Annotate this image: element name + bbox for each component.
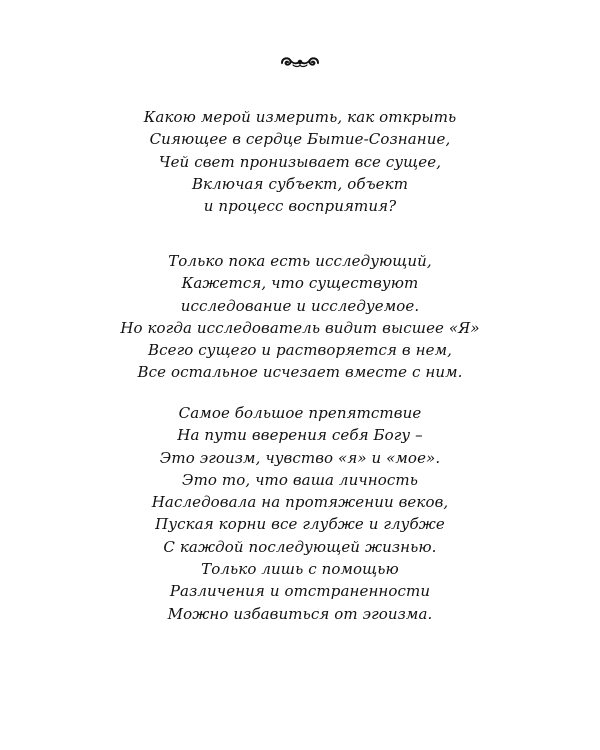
poem-line: Все остальное исчезает вместе с ним.	[137, 363, 463, 382]
poem-line: Можно избавиться от эгоизма.	[167, 604, 433, 623]
poem-line: Наследовала на протяжении веков,	[151, 493, 449, 512]
poem-line: Различения и отстраненности	[169, 582, 431, 601]
poem-line: Только пока есть исследующий,	[168, 252, 432, 270]
stanza-3	[0, 402, 600, 625]
decorative-fleuron-icon	[279, 54, 321, 70]
stanza-1	[0, 106, 600, 217]
poem-line: исследование и исследуемое.	[180, 296, 420, 315]
poem-line: Какою мерой измерить, как открыть	[143, 108, 457, 126]
poem-line: Всего сущего и растворяется в нем,	[147, 341, 452, 360]
poem-line: Это эгоизм, чувство «я» и «мое».	[159, 448, 441, 467]
poem-line: Кажется, что существуют	[181, 274, 419, 293]
poem-line: Только лишь с помощью	[201, 560, 399, 579]
stanza-2	[0, 250, 600, 384]
poem-line: Это то, что ваша личность	[182, 470, 418, 489]
poem-line: Сияющее в сердце Бытие-Сознание,	[149, 130, 451, 149]
poem-line: Чей свет пронизывает все сущее,	[158, 152, 442, 171]
poem-line: На пути вверения себя Богу –	[177, 426, 423, 445]
poem-line: Включая субъект, объект	[191, 174, 409, 193]
poem-line: и процесс восприятия?	[203, 197, 397, 216]
ornament	[0, 54, 600, 74]
poem-line: С каждой последующей жизнью.	[163, 537, 437, 556]
poem-line: Пуская корни все глубже и глубже	[155, 515, 445, 534]
poem-line: Самое большое препятствие	[178, 404, 422, 422]
poem-line: Но когда исследователь видит высшее «Я»	[120, 318, 480, 337]
